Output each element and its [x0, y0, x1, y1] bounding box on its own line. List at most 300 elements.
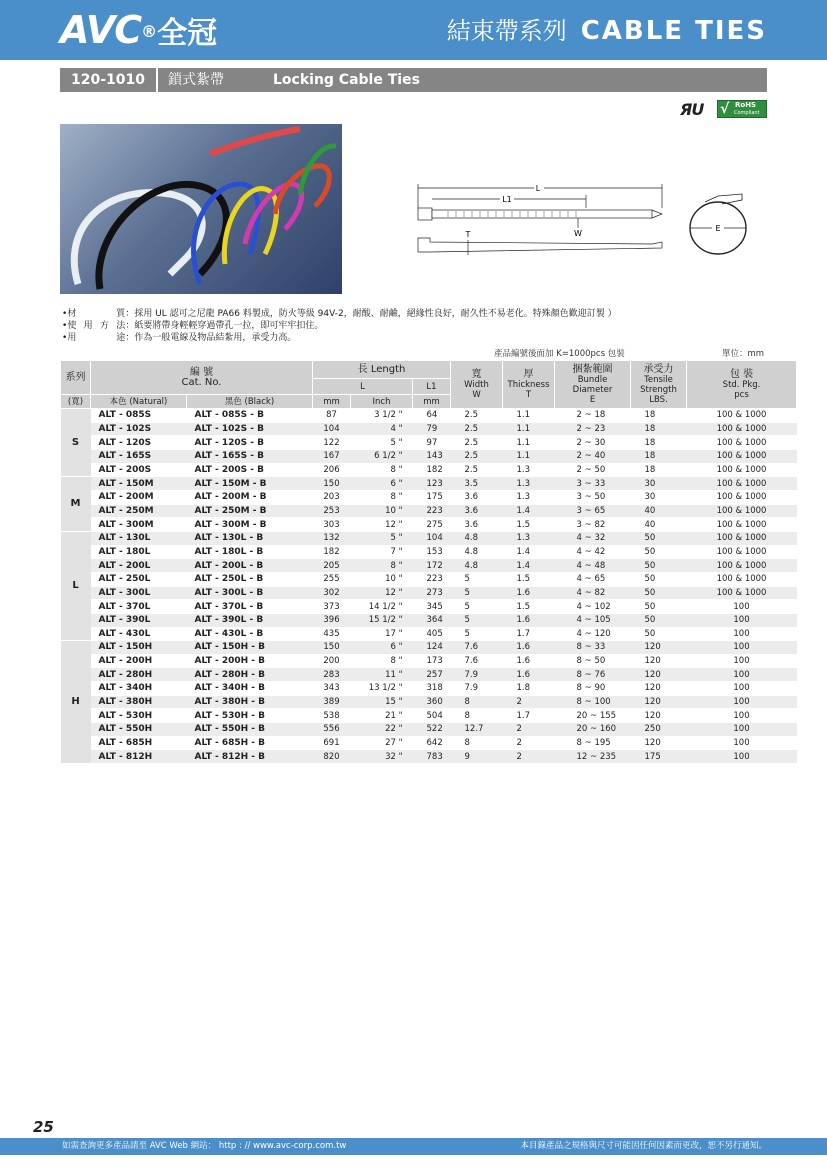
header-cat-no [91, 361, 313, 395]
header-width-cn: 寬 [471, 368, 482, 380]
cell-thickness: 1.5 [503, 518, 555, 532]
cell-length-mm: 104 [313, 422, 351, 436]
cell-thickness: 1.1 [503, 409, 555, 423]
cell-tensile-strength: 18 [631, 449, 687, 463]
cell-l1-mm: 642 [413, 736, 451, 750]
cell-width: 8 [451, 695, 503, 709]
cell-std-pkg: 100 & 1000 [687, 449, 797, 463]
cell-thickness: 1.6 [503, 641, 555, 655]
cell-natural-no: ALT - 200H [91, 654, 187, 668]
cell-black-no: ALT - 390L - B [187, 613, 313, 627]
cell-width: 3.6 [451, 518, 503, 532]
cell-width: 7.6 [451, 654, 503, 668]
cell-bundle-diameter: 4 ~ 105 [555, 613, 631, 627]
registered-mark: ® [141, 22, 158, 41]
cell-bundle-diameter: 2 ~ 18 [555, 409, 631, 423]
cell-width: 8 [451, 736, 503, 750]
cell-length-inch: 21 " [351, 709, 413, 723]
cell-bundle-diameter: 2 ~ 30 [555, 436, 631, 450]
ul-certification-logo: ЯU [680, 100, 704, 119]
cell-l1-mm: 360 [413, 695, 451, 709]
cell-tensile-strength: 50 [631, 600, 687, 614]
cell-black-no: ALT - 200S - B [187, 463, 313, 477]
cell-l1-mm: 364 [413, 613, 451, 627]
header-bundle-cn: 捆紮範圍 [572, 363, 613, 375]
cell-length-mm: 205 [313, 559, 351, 573]
cell-std-pkg: 100 [687, 668, 797, 682]
cell-std-pkg: 100 [687, 627, 797, 641]
cell-length-inch: 12 " [351, 518, 413, 532]
cell-l1-mm: 124 [413, 641, 451, 655]
specification-table [60, 360, 797, 764]
cell-length-mm: 538 [313, 709, 351, 723]
product-photo [60, 124, 342, 294]
cell-black-no: ALT - 300M - B [187, 518, 313, 532]
cell-thickness: 1.5 [503, 572, 555, 586]
cell-bundle-diameter: 4 ~ 32 [555, 531, 631, 545]
cell-tensile-strength: 50 [631, 545, 687, 559]
cell-thickness: 1.3 [503, 490, 555, 504]
cell-black-no: ALT - 250M - B [187, 504, 313, 518]
cell-tensile-strength: 18 [631, 422, 687, 436]
table-row [61, 531, 797, 545]
cell-tensile-strength: 120 [631, 668, 687, 682]
cell-black-no: ALT - 150H - B [187, 641, 313, 655]
cell-l1-mm: 104 [413, 531, 451, 545]
table-row [61, 613, 797, 627]
cell-width: 5 [451, 572, 503, 586]
cell-bundle-diameter: 12 ~ 235 [555, 750, 631, 764]
header-L-mm: mm [313, 395, 351, 409]
cell-l1-mm: 275 [413, 518, 451, 532]
cell-black-no: ALT - 300L - B [187, 586, 313, 600]
cell-thickness: 1.1 [503, 436, 555, 450]
cell-tensile-strength: 175 [631, 750, 687, 764]
cell-l1-mm: 257 [413, 668, 451, 682]
description-text: ：紙要將帶身輕輕穿過帶孔一拉，即可牢牢扣住。 [125, 321, 324, 331]
cell-natural-no: ALT - 102S [91, 422, 187, 436]
cell-bundle-diameter: 4 ~ 102 [555, 600, 631, 614]
cell-std-pkg: 100 & 1000 [687, 545, 797, 559]
cell-natural-no: ALT - 370L [91, 600, 187, 614]
cell-natural-no: ALT - 200M [91, 490, 187, 504]
product-name-en: Locking Cable Ties [273, 72, 420, 88]
table-row [61, 572, 797, 586]
cell-width: 4.8 [451, 545, 503, 559]
cell-width: 9 [451, 750, 503, 764]
header-package-en: Std. Pkg. [722, 379, 761, 390]
product-title-bar [60, 68, 767, 92]
cell-l1-mm: 153 [413, 545, 451, 559]
label-T: T [465, 230, 471, 239]
cell-thickness: 1.7 [503, 627, 555, 641]
cell-thickness: 1.4 [503, 545, 555, 559]
cell-std-pkg: 100 [687, 750, 797, 764]
cell-std-pkg: 100 & 1000 [687, 531, 797, 545]
cell-series: S [61, 409, 91, 477]
rohs-label: RoHS [735, 101, 757, 109]
cell-length-mm: 253 [313, 504, 351, 518]
cell-thickness: 2 [503, 736, 555, 750]
cell-black-no: ALT - 102S - B [187, 422, 313, 436]
cell-length-inch: 12 " [351, 586, 413, 600]
cell-width: 2.5 [451, 463, 503, 477]
cell-black-no: ALT - 150M - B [187, 477, 313, 491]
cell-tensile-strength: 50 [631, 559, 687, 573]
cell-l1-mm: 182 [413, 463, 451, 477]
cell-length-inch: 8 " [351, 654, 413, 668]
cell-black-no: ALT - 180L - B [187, 545, 313, 559]
header-package [687, 361, 797, 409]
cell-bundle-diameter: 3 ~ 50 [555, 490, 631, 504]
header-thickness-en: Thickness [507, 379, 550, 390]
cell-l1-mm: 522 [413, 723, 451, 737]
cell-std-pkg: 100 & 1000 [687, 490, 797, 504]
header-L-inch: Inch [351, 395, 413, 409]
cell-width: 8 [451, 709, 503, 723]
cell-length-mm: 389 [313, 695, 351, 709]
cell-natural-no: ALT - 200S [91, 463, 187, 477]
cell-bundle-diameter: 8 ~ 90 [555, 682, 631, 696]
cell-std-pkg: 100 [687, 682, 797, 696]
cell-length-inch: 22 " [351, 723, 413, 737]
cell-natural-no: ALT - 130L [91, 531, 187, 545]
cell-std-pkg: 100 [687, 600, 797, 614]
table-row [61, 504, 797, 518]
cell-length-mm: 87 [313, 409, 351, 423]
cell-std-pkg: 100 [687, 613, 797, 627]
cell-bundle-diameter: 2 ~ 50 [555, 463, 631, 477]
cell-tensile-strength: 120 [631, 682, 687, 696]
cell-natural-no: ALT - 530H [91, 709, 187, 723]
cell-length-mm: 122 [313, 436, 351, 450]
cell-tensile-strength: 120 [631, 641, 687, 655]
cell-std-pkg: 100 & 1000 [687, 518, 797, 532]
cell-std-pkg: 100 & 1000 [687, 436, 797, 450]
table-row [61, 723, 797, 737]
cell-black-no: ALT - 530H - B [187, 709, 313, 723]
cell-length-mm: 200 [313, 654, 351, 668]
cell-l1-mm: 318 [413, 682, 451, 696]
header-bundle-en1: Bundle [577, 374, 608, 385]
cell-tensile-strength: 120 [631, 709, 687, 723]
cell-width: 2.5 [451, 436, 503, 450]
table-row [61, 409, 797, 423]
cell-length-mm: 556 [313, 723, 351, 737]
cell-bundle-diameter: 2 ~ 40 [555, 449, 631, 463]
cell-bundle-diameter: 3 ~ 65 [555, 504, 631, 518]
cell-bundle-diameter: 8 ~ 76 [555, 668, 631, 682]
header-series-sub: (寬) [61, 395, 91, 409]
cell-length-inch: 15 1/2 " [351, 613, 413, 627]
header-L1-mm: mm [413, 395, 451, 409]
table-row [61, 600, 797, 614]
header-bundle [555, 361, 631, 409]
cell-length-mm: 255 [313, 572, 351, 586]
page-footer [0, 1138, 827, 1155]
cell-width: 3.5 [451, 477, 503, 491]
header-L1: L1 [413, 379, 451, 395]
cell-black-no: ALT - 200M - B [187, 490, 313, 504]
cell-tensile-strength: 18 [631, 409, 687, 423]
cell-std-pkg: 100 [687, 695, 797, 709]
cell-l1-mm: 345 [413, 600, 451, 614]
cell-tensile-strength: 18 [631, 463, 687, 477]
cell-length-mm: 302 [313, 586, 351, 600]
description-line [62, 308, 617, 320]
cell-black-no: ALT - 200H - B [187, 654, 313, 668]
header-thickness [503, 361, 555, 409]
cell-thickness: 1.3 [503, 463, 555, 477]
section-title-cn: 結束帶系列 [446, 17, 567, 45]
unit-note: 單位：mm [722, 349, 765, 359]
header-black: 黑色 (Black) [187, 395, 313, 409]
cell-l1-mm: 273 [413, 586, 451, 600]
cell-natural-no: ALT - 812H [91, 750, 187, 764]
cell-natural-no: ALT - 250L [91, 572, 187, 586]
cable-ties-photo-illustration [60, 124, 342, 294]
cell-l1-mm: 223 [413, 504, 451, 518]
cell-natural-no: ALT - 300M [91, 518, 187, 532]
cell-std-pkg: 100 & 1000 [687, 559, 797, 573]
table-row [61, 490, 797, 504]
footer-disclaimer: 本目錄產品之規格與尺寸可能因任何因素而更改，恕不另行通知。 [520, 1141, 767, 1151]
table-row [61, 736, 797, 750]
cell-length-inch: 6 " [351, 641, 413, 655]
cell-length-mm: 150 [313, 477, 351, 491]
cell-l1-mm: 405 [413, 627, 451, 641]
header-cat-no-en: Cat. No. [181, 376, 222, 388]
table-row [61, 695, 797, 709]
cell-black-no: ALT - 200L - B [187, 559, 313, 573]
cell-length-inch: 32 " [351, 750, 413, 764]
cell-series: L [61, 531, 91, 640]
cell-thickness: 1.7 [503, 709, 555, 723]
cell-length-inch: 17 " [351, 627, 413, 641]
cell-tensile-strength: 250 [631, 723, 687, 737]
cell-width: 5 [451, 600, 503, 614]
table-row [61, 436, 797, 450]
logo-cn: 全冠 [157, 16, 218, 51]
cell-length-inch: 7 " [351, 545, 413, 559]
cell-length-inch: 8 " [351, 490, 413, 504]
cell-width: 4.8 [451, 559, 503, 573]
cell-bundle-diameter: 4 ~ 42 [555, 545, 631, 559]
page-number: 25 [33, 1118, 54, 1136]
header-bundle-en2: Diameter [572, 384, 613, 395]
cell-l1-mm: 143 [413, 449, 451, 463]
cell-black-no: ALT - 250L - B [187, 572, 313, 586]
cell-black-no: ALT - 085S - B [187, 409, 313, 423]
cell-tensile-strength: 18 [631, 436, 687, 450]
cell-width: 3.6 [451, 504, 503, 518]
cell-bundle-diameter: 20 ~ 155 [555, 709, 631, 723]
cell-thickness: 1.3 [503, 477, 555, 491]
cell-length-inch: 15 " [351, 695, 413, 709]
rohs-compliant-badge [717, 100, 767, 118]
cell-length-mm: 150 [313, 641, 351, 655]
cell-length-inch: 13 1/2 " [351, 682, 413, 696]
label-E: E [715, 224, 721, 233]
specification-table-body [61, 409, 797, 764]
cell-tensile-strength: 40 [631, 518, 687, 532]
cell-l1-mm: 783 [413, 750, 451, 764]
cell-thickness: 1.4 [503, 559, 555, 573]
table-row [61, 668, 797, 682]
cell-length-mm: 303 [313, 518, 351, 532]
cell-l1-mm: 175 [413, 490, 451, 504]
label-L: L [535, 184, 541, 193]
cell-length-mm: 167 [313, 449, 351, 463]
product-description [62, 308, 617, 344]
cell-width: 12.7 [451, 723, 503, 737]
cell-black-no: ALT - 685H - B [187, 736, 313, 750]
label-L1: L1 [502, 195, 512, 204]
cell-natural-no: ALT - 165S [91, 449, 187, 463]
cell-std-pkg: 100 & 1000 [687, 463, 797, 477]
cell-natural-no: ALT - 300L [91, 586, 187, 600]
cell-natural-no: ALT - 200L [91, 559, 187, 573]
cell-tensile-strength: 50 [631, 531, 687, 545]
header-width-en: Width [464, 379, 489, 390]
header-tensile [631, 361, 687, 409]
cell-natural-no: ALT - 120S [91, 436, 187, 450]
description-label: 用 途 [67, 333, 126, 343]
cell-width: 5 [451, 627, 503, 641]
cell-length-inch: 8 " [351, 559, 413, 573]
cell-thickness: 2 [503, 750, 555, 764]
cell-thickness: 1.8 [503, 682, 555, 696]
cell-length-mm: 206 [313, 463, 351, 477]
cell-length-mm: 396 [313, 613, 351, 627]
cell-tensile-strength: 40 [631, 504, 687, 518]
cell-width: 7.9 [451, 668, 503, 682]
cell-width: 2.5 [451, 422, 503, 436]
cell-thickness: 1.6 [503, 613, 555, 627]
cell-tensile-strength: 30 [631, 477, 687, 491]
cell-natural-no: ALT - 280H [91, 668, 187, 682]
cell-thickness: 1.1 [503, 422, 555, 436]
description-line [62, 332, 617, 344]
table-row [61, 709, 797, 723]
cell-bundle-diameter: 4 ~ 82 [555, 586, 631, 600]
page-header [0, 0, 827, 60]
table-row [61, 449, 797, 463]
header-length: 長 Length [313, 361, 451, 379]
cell-black-no: ALT - 550H - B [187, 723, 313, 737]
cell-natural-no: ALT - 250M [91, 504, 187, 518]
cell-thickness: 1.6 [503, 668, 555, 682]
cell-length-inch: 6 1/2 " [351, 449, 413, 463]
cell-black-no: ALT - 130L - B [187, 531, 313, 545]
packaging-note: 產品編號後面加 K=1000pcs 包裝 [494, 349, 625, 359]
cell-length-inch: 8 " [351, 463, 413, 477]
cell-tensile-strength: 120 [631, 654, 687, 668]
cell-length-mm: 132 [313, 531, 351, 545]
cell-natural-no: ALT - 085S [91, 409, 187, 423]
cell-natural-no: ALT - 550H [91, 723, 187, 737]
cell-thickness: 1.3 [503, 531, 555, 545]
avc-logo [60, 10, 217, 54]
header-package-sym: pcs [734, 389, 749, 400]
cell-std-pkg: 100 & 1000 [687, 572, 797, 586]
cell-std-pkg: 100 & 1000 [687, 504, 797, 518]
cell-width: 5 [451, 613, 503, 627]
cell-bundle-diameter: 4 ~ 65 [555, 572, 631, 586]
table-row [61, 545, 797, 559]
description-text: ：作為一般電線及物品結紮用，承受力高。 [125, 333, 297, 343]
cell-bundle-diameter: 20 ~ 160 [555, 723, 631, 737]
cell-length-mm: 691 [313, 736, 351, 750]
label-W: W [574, 229, 582, 238]
table-row [61, 682, 797, 696]
cell-black-no: ALT - 812H - B [187, 750, 313, 764]
cell-natural-no: ALT - 380H [91, 695, 187, 709]
cell-bundle-diameter: 4 ~ 120 [555, 627, 631, 641]
cell-natural-no: ALT - 430L [91, 627, 187, 641]
table-row [61, 586, 797, 600]
cell-width: 4.8 [451, 531, 503, 545]
cell-std-pkg: 100 [687, 736, 797, 750]
cell-natural-no: ALT - 150M [91, 477, 187, 491]
cell-std-pkg: 100 & 1000 [687, 422, 797, 436]
cell-width: 7.6 [451, 641, 503, 655]
header-L: L [313, 379, 413, 395]
cell-width: 3.6 [451, 490, 503, 504]
cable-tie-dimension-diagram [400, 180, 780, 270]
cell-width: 5 [451, 586, 503, 600]
cell-length-inch: 27 " [351, 736, 413, 750]
cell-black-no: ALT - 120S - B [187, 436, 313, 450]
cell-bundle-diameter: 8 ~ 50 [555, 654, 631, 668]
cell-natural-no: ALT - 150H [91, 641, 187, 655]
cell-l1-mm: 504 [413, 709, 451, 723]
cell-std-pkg: 100 & 1000 [687, 586, 797, 600]
cell-l1-mm: 79 [413, 422, 451, 436]
cell-series: H [61, 641, 91, 764]
cell-bundle-diameter: 8 ~ 33 [555, 641, 631, 655]
cell-thickness: 2 [503, 695, 555, 709]
header-tensile-en2: Strength [640, 384, 677, 395]
header-bundle-sym: E [589, 394, 596, 405]
cell-width: 2.5 [451, 449, 503, 463]
cell-bundle-diameter: 3 ~ 82 [555, 518, 631, 532]
table-row [61, 559, 797, 573]
bullet: • [62, 309, 68, 319]
cell-std-pkg: 100 [687, 654, 797, 668]
table-row [61, 641, 797, 655]
cell-bundle-diameter: 8 ~ 195 [555, 736, 631, 750]
cell-natural-no: ALT - 180L [91, 545, 187, 559]
header-width [451, 361, 503, 409]
bullet: • [62, 333, 68, 343]
table-row [61, 477, 797, 491]
cell-length-mm: 203 [313, 490, 351, 504]
cell-bundle-diameter: 8 ~ 100 [555, 695, 631, 709]
cell-length-mm: 820 [313, 750, 351, 764]
cell-natural-no: ALT - 685H [91, 736, 187, 750]
cell-std-pkg: 100 [687, 709, 797, 723]
table-row [61, 627, 797, 641]
cell-thickness: 2 [503, 723, 555, 737]
footer-website-note: 如需查詢更多產品請至 AVC Web 網站： http : // www.avc-corp.com.tw [62, 1141, 347, 1151]
header-series: 系列 [61, 361, 91, 395]
cell-std-pkg: 100 & 1000 [687, 477, 797, 491]
cell-width: 2.5 [451, 409, 503, 423]
cell-length-inch: 11 " [351, 668, 413, 682]
cell-thickness: 1.6 [503, 654, 555, 668]
cell-tensile-strength: 50 [631, 572, 687, 586]
